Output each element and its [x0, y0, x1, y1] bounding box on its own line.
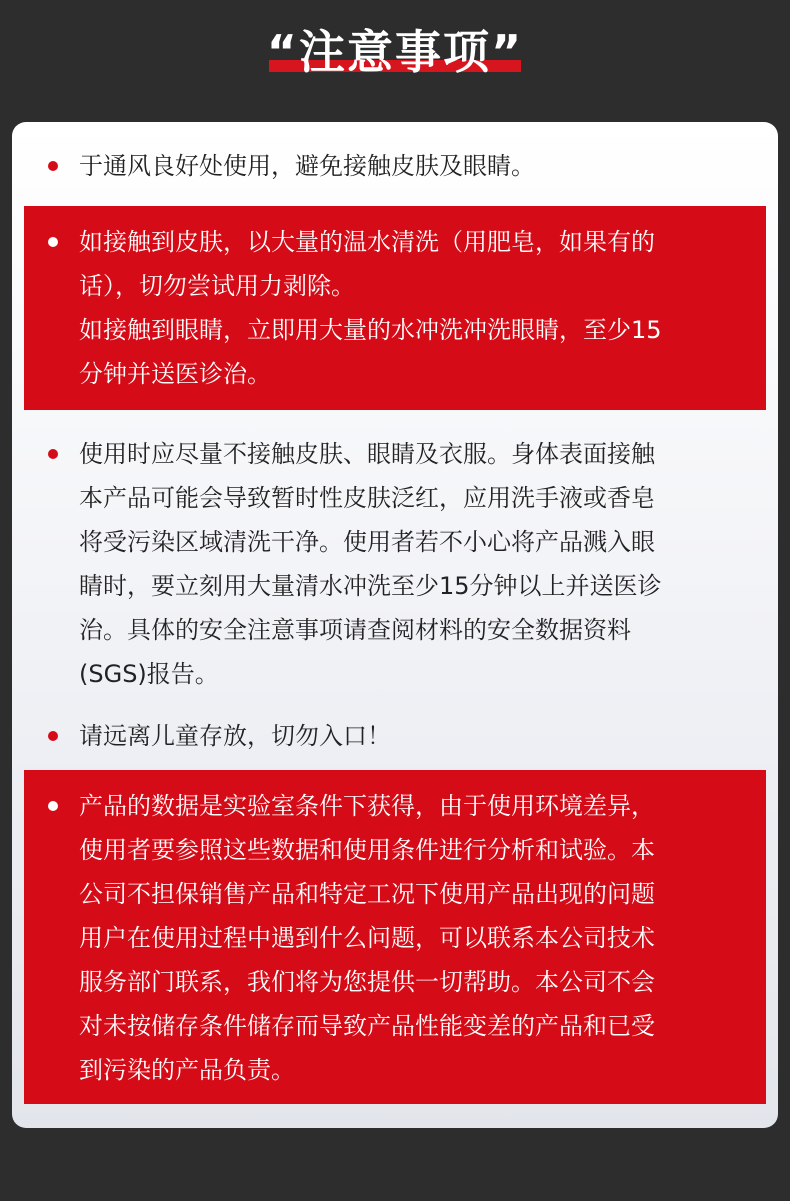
note-line: 用户在使用过程中遇到什么问题，可以联系本公司技术 — [79, 924, 655, 952]
bullet-icon — [48, 801, 58, 811]
note-line: 服务部门联系，我们将为您提供一切帮助。本公司不会 — [79, 968, 655, 996]
note-item-keep-away-children — [24, 714, 766, 758]
note-line: 请远离儿童存放，切勿入口！ — [79, 722, 391, 750]
note-line: 使用时应尽量不接触皮肤、眼睛及衣服。身体表面接触 — [79, 440, 655, 468]
note-item-ventilation — [24, 144, 766, 188]
note-line: 分钟并送医诊治。 — [79, 360, 271, 388]
note-line: 话），切勿尝试用力剥除。 — [79, 272, 355, 300]
bullet-icon — [48, 161, 58, 171]
note-line: 使用者要参照这些数据和使用条件进行分析和试验。本 — [79, 836, 655, 864]
notice-card — [12, 122, 778, 1128]
note-line: 对未按储存条件储存而导致产品性能变差的产品和已受 — [79, 1012, 655, 1040]
note-line: 到污染的产品负责。 — [79, 1056, 295, 1084]
note-line: 公司不担保销售产品和特定工况下使用产品出现的问题 — [79, 880, 655, 908]
note-line: (SGS)报告。 — [79, 660, 219, 688]
note-line: 治。具体的安全注意事项请查阅材料的安全数据资料 — [79, 616, 631, 644]
page-title: “注意事项” — [266, 25, 524, 79]
bullet-icon — [48, 731, 58, 741]
bullet-icon — [48, 449, 58, 459]
note-item-disclaimer — [24, 770, 766, 1104]
bullet-icon — [48, 237, 58, 247]
note-line: 产品的数据是实验室条件下获得，由于使用环境差异， — [79, 792, 655, 820]
page-header — [0, 22, 790, 92]
note-item-skin-eye-contact — [24, 206, 766, 410]
note-line: 如接触到皮肤，以大量的温水清洗（用肥皂，如果有的 — [79, 228, 655, 256]
title-wrap — [259, 22, 531, 82]
note-line: 如接触到眼睛，立即用大量的水冲洗冲洗眼睛，至少15 — [79, 316, 662, 344]
note-line: 睛时，要立刻用大量清水冲洗至少15分钟以上并送医诊 — [79, 572, 662, 600]
note-line: 将受污染区域清洗干净。使用者若不小心将产品溅入眼 — [79, 528, 655, 556]
note-line: 于通风良好处使用，避免接触皮肤及眼睛。 — [79, 152, 535, 180]
note-item-usage-precautions — [24, 432, 766, 696]
note-line: 本产品可能会导致暂时性皮肤泛红，应用洗手液或香皂 — [79, 484, 655, 512]
